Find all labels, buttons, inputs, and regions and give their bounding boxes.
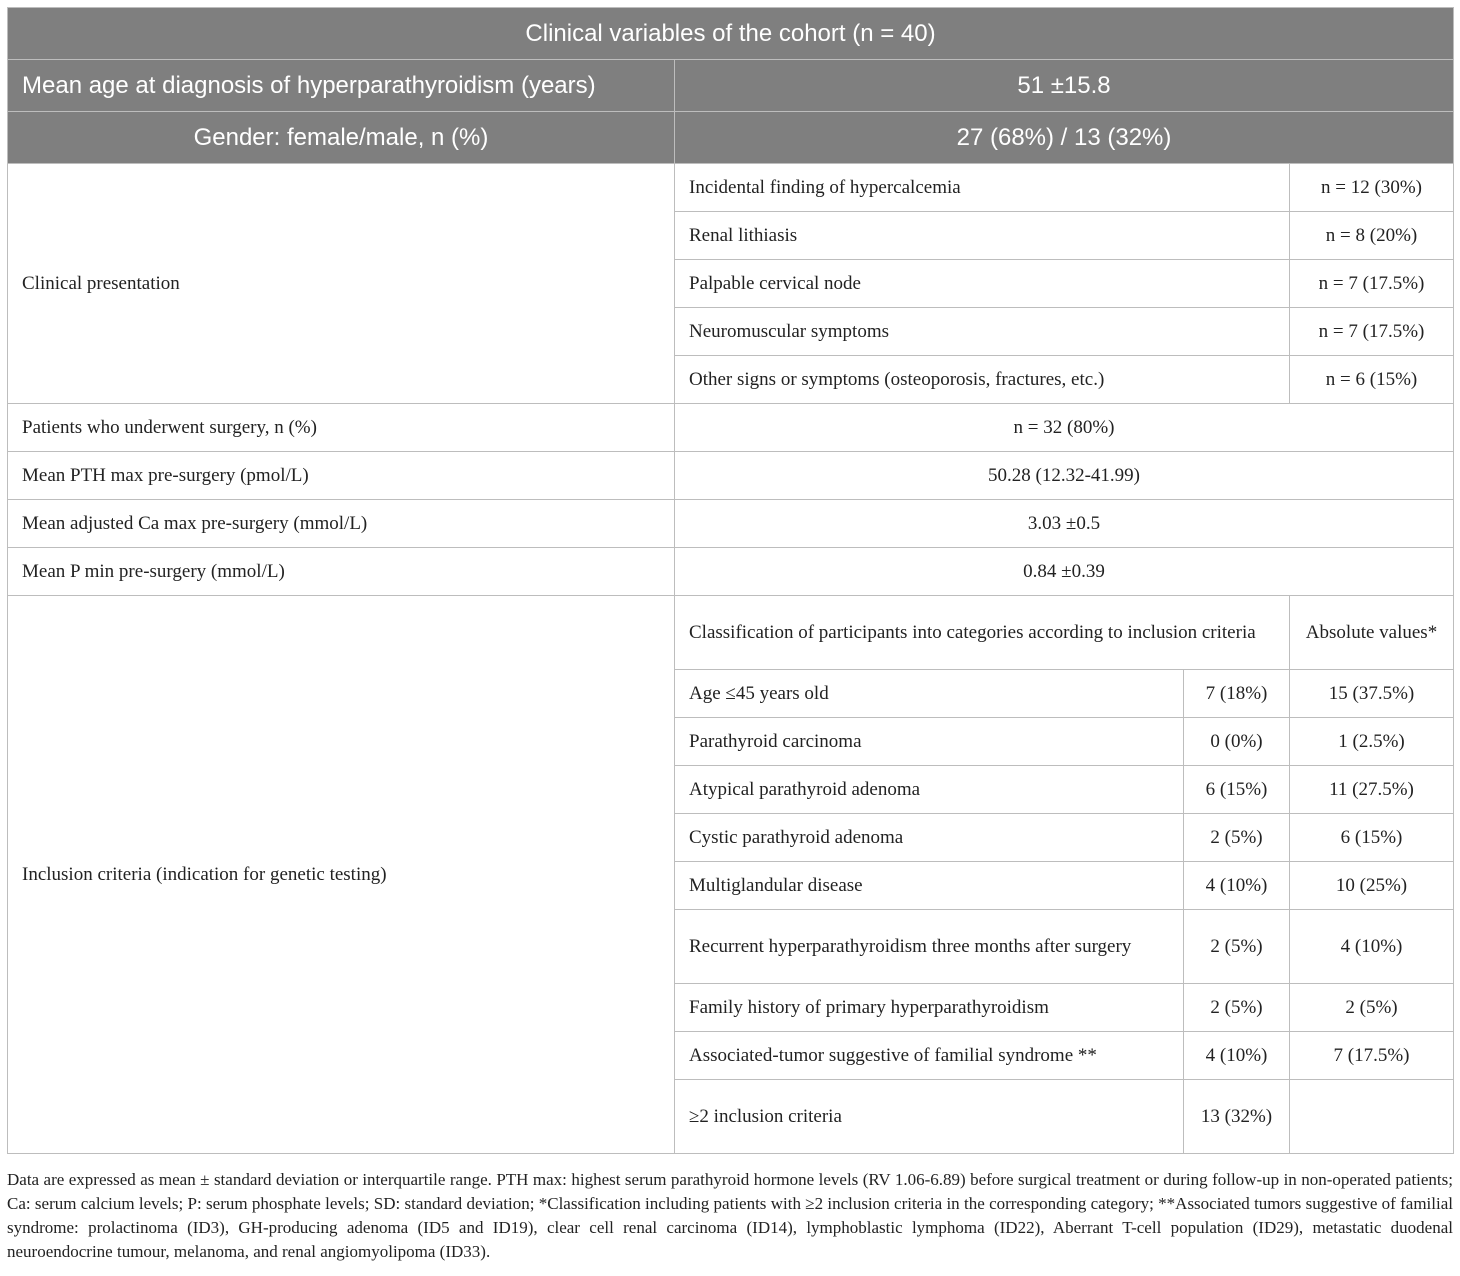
inclusion-criteria-label: Inclusion criteria (indication for genetic testing) <box>8 596 675 1154</box>
gender-label: Gender: female/male, n (%) <box>8 112 675 164</box>
surgery-value: n = 32 (80%) <box>675 404 1454 452</box>
gender-row <box>8 112 1454 164</box>
table-title: Clinical variables of the cohort (n = 40) <box>8 8 1454 60</box>
surgery-label: Patients who underwent surgery, n (%) <box>8 404 675 452</box>
inclusion-absolute <box>1290 1080 1454 1154</box>
table-row <box>8 596 1454 670</box>
presentation-item: Other signs or symptoms (osteoporosis, fractures, etc.) <box>675 356 1290 404</box>
inclusion-absolute: 2 (5%) <box>1290 984 1454 1032</box>
inclusion-absolute: 6 (15%) <box>1290 814 1454 862</box>
inclusion-value: 0 (0%) <box>1184 718 1290 766</box>
inclusion-absolute: 7 (17.5%) <box>1290 1032 1454 1080</box>
presentation-item: Renal lithiasis <box>675 212 1290 260</box>
inclusion-value: 2 (5%) <box>1184 910 1290 984</box>
inclusion-value: 4 (10%) <box>1184 862 1290 910</box>
inclusion-value: 7 (18%) <box>1184 670 1290 718</box>
table-row <box>8 404 1454 452</box>
inclusion-value: 4 (10%) <box>1184 1032 1290 1080</box>
table-title-row <box>8 8 1454 60</box>
age-row <box>8 60 1454 112</box>
inclusion-header-right: Absolute values* <box>1290 596 1454 670</box>
inclusion-absolute: 1 (2.5%) <box>1290 718 1454 766</box>
inclusion-value: 6 (15%) <box>1184 766 1290 814</box>
table-row <box>8 164 1454 212</box>
inclusion-value: 2 (5%) <box>1184 814 1290 862</box>
inclusion-absolute: 4 (10%) <box>1290 910 1454 984</box>
age-label: Mean age at diagnosis of hyperparathyroidism (years) <box>8 60 675 112</box>
inclusion-item: Family history of primary hyperparathyroidism <box>675 984 1184 1032</box>
presentation-item: Neuromuscular symptoms <box>675 308 1290 356</box>
phosphate-value: 0.84 ±0.39 <box>675 548 1454 596</box>
pth-label: Mean PTH max pre-surgery (pmol/L) <box>8 452 675 500</box>
presentation-item: Incidental finding of hypercalcemia <box>675 164 1290 212</box>
presentation-value: n = 7 (17.5%) <box>1290 308 1454 356</box>
table-row <box>8 452 1454 500</box>
presentation-value: n = 6 (15%) <box>1290 356 1454 404</box>
inclusion-item: ≥2 inclusion criteria <box>675 1080 1184 1154</box>
presentation-value: n = 7 (17.5%) <box>1290 260 1454 308</box>
phosphate-label: Mean P min pre-surgery (mmol/L) <box>8 548 675 596</box>
presentation-item: Palpable cervical node <box>675 260 1290 308</box>
calcium-value: 3.03 ±0.5 <box>675 500 1454 548</box>
inclusion-item: Parathyroid carcinoma <box>675 718 1184 766</box>
inclusion-value: 13 (32%) <box>1184 1080 1290 1154</box>
table-row <box>8 500 1454 548</box>
inclusion-item: Atypical parathyroid adenoma <box>675 766 1184 814</box>
table-row <box>8 548 1454 596</box>
inclusion-item: Recurrent hyperparathyroidism three months after surgery <box>675 910 1184 984</box>
inclusion-item: Multiglandular disease <box>675 862 1184 910</box>
pth-value: 50.28 (12.32-41.99) <box>675 452 1454 500</box>
gender-value: 27 (68%) / 13 (32%) <box>675 112 1454 164</box>
presentation-value: n = 8 (20%) <box>1290 212 1454 260</box>
presentation-value: n = 12 (30%) <box>1290 164 1454 212</box>
age-value: 51 ±15.8 <box>675 60 1454 112</box>
inclusion-absolute: 15 (37.5%) <box>1290 670 1454 718</box>
clinical-variables-table <box>7 7 1454 1154</box>
inclusion-item: Age ≤45 years old <box>675 670 1184 718</box>
clinical-presentation-label: Clinical presentation <box>8 164 675 404</box>
table-container <box>7 7 1453 1154</box>
calcium-label: Mean adjusted Ca max pre-surgery (mmol/L) <box>8 500 675 548</box>
table-footnote: Data are expressed as mean ± standard deviation or interquartile range. PTH max: highest serum parathyroid hormone levels (RV 1.06-6.89) before surgical treatment or during follow-up in non-operated patients; Ca: serum calcium levels; P: serum phosphate levels; SD: standard deviation; *Classification including patients with ≥2 inclusion criteria in the corresponding category; **Associated tumors suggestive of familial syndrome: prolactinoma (ID3), GH-producing adenoma (ID5 and ID19), clear cell renal carcinoma (ID14), lymphoblastic lymphoma (ID22), Aberrant T-cell population (ID29), metastatic duodenal neuroendocrine tumour, melanoma, and renal angiomyolipoma (ID33). <box>7 1170 1453 1261</box>
inclusion-value: 2 (5%) <box>1184 984 1290 1032</box>
inclusion-item: Associated-tumor suggestive of familial syndrome ** <box>675 1032 1184 1080</box>
inclusion-item: Cystic parathyroid adenoma <box>675 814 1184 862</box>
inclusion-absolute: 11 (27.5%) <box>1290 766 1454 814</box>
inclusion-absolute: 10 (25%) <box>1290 862 1454 910</box>
inclusion-header-left: Classification of participants into categories according to inclusion criteria <box>675 596 1290 670</box>
